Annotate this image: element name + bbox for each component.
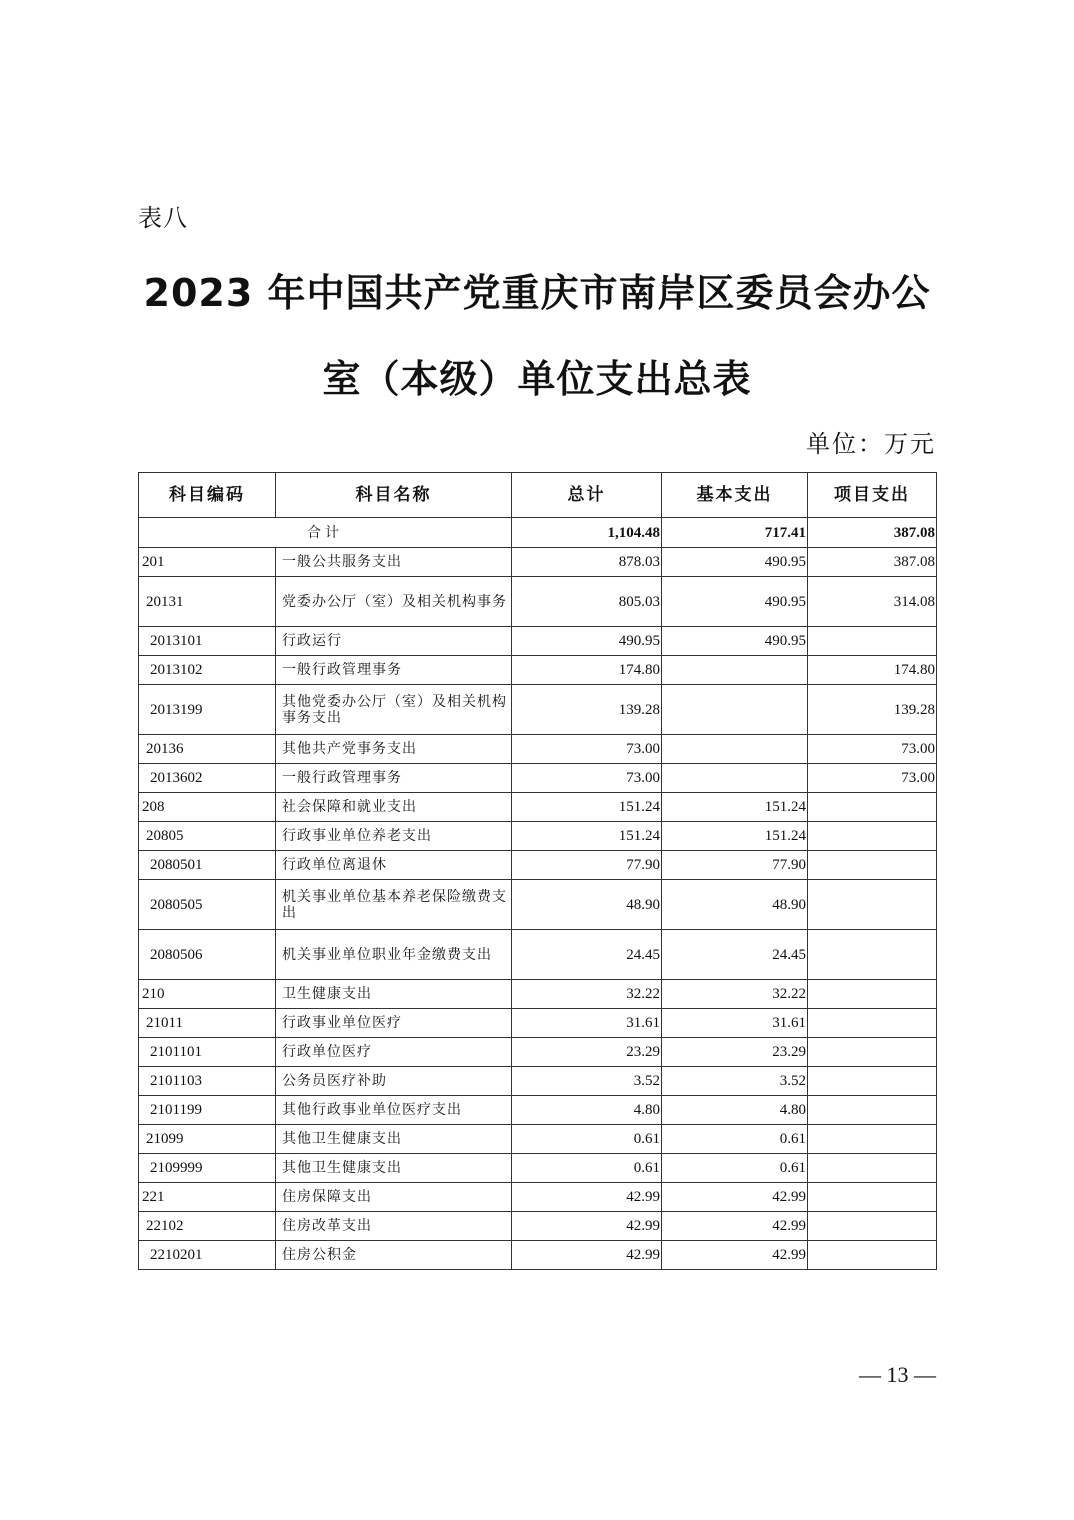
row-total: 174.80 [512, 656, 662, 685]
total-basic: 717.41 [662, 518, 808, 548]
row-basic: 4.80 [662, 1096, 808, 1125]
total-label: 合计 [139, 518, 512, 548]
row-total: 139.28 [512, 685, 662, 735]
row-project [808, 627, 937, 656]
table-row [139, 764, 937, 793]
row-code: 2101101 [139, 1038, 276, 1067]
row-total: 42.99 [512, 1183, 662, 1212]
header-row [139, 473, 937, 518]
header-total: 总计 [512, 473, 662, 518]
row-name: 社会保障和就业支出 [276, 793, 512, 822]
row-basic: 32.22 [662, 980, 808, 1009]
row-code: 208 [139, 793, 276, 822]
row-name: 机关事业单位基本养老保险缴费支出 [276, 880, 512, 930]
row-total: 151.24 [512, 793, 662, 822]
header-code: 科目编码 [139, 473, 276, 518]
expenditure-table [138, 472, 937, 1270]
table-row [139, 1212, 937, 1241]
table-body [139, 518, 937, 1270]
page-title-line2: 室（本级）单位支出总表 [322, 357, 752, 401]
header-project: 项目支出 [808, 473, 937, 518]
row-code: 210 [139, 980, 276, 1009]
table-row [139, 1183, 937, 1212]
row-project: 174.80 [808, 656, 937, 685]
row-total: 0.61 [512, 1125, 662, 1154]
table-row [139, 627, 937, 656]
row-basic [662, 764, 808, 793]
row-name: 一般行政管理事务 [276, 764, 512, 793]
row-basic: 490.95 [662, 577, 808, 627]
row-name: 住房保障支出 [276, 1183, 512, 1212]
row-code: 20805 [139, 822, 276, 851]
table-row [139, 1009, 937, 1038]
row-name: 其他卫生健康支出 [276, 1154, 512, 1183]
row-total: 73.00 [512, 735, 662, 764]
row-code: 2013101 [139, 627, 276, 656]
total-sum: 1,104.48 [512, 518, 662, 548]
row-basic: 31.61 [662, 1009, 808, 1038]
row-basic: 0.61 [662, 1125, 808, 1154]
header-name: 科目名称 [276, 473, 512, 518]
row-total: 24.45 [512, 930, 662, 980]
row-project [808, 1009, 937, 1038]
row-basic: 3.52 [662, 1067, 808, 1096]
row-basic: 24.45 [662, 930, 808, 980]
row-code: 2080501 [139, 851, 276, 880]
row-project [808, 1067, 937, 1096]
row-name: 行政事业单位养老支出 [276, 822, 512, 851]
row-code: 2080505 [139, 880, 276, 930]
table-row [139, 548, 937, 577]
row-basic: 151.24 [662, 822, 808, 851]
table-row [139, 851, 937, 880]
row-code: 2080506 [139, 930, 276, 980]
row-project [808, 793, 937, 822]
row-basic: 0.61 [662, 1154, 808, 1183]
row-code: 2109999 [139, 1154, 276, 1183]
table-row [139, 1125, 937, 1154]
table-row [139, 930, 937, 980]
row-total: 4.80 [512, 1096, 662, 1125]
table-row [139, 685, 937, 735]
row-project [808, 1096, 937, 1125]
table-row [139, 822, 937, 851]
table-row [139, 980, 937, 1009]
row-name: 卫生健康支出 [276, 980, 512, 1009]
row-code: 21011 [139, 1009, 276, 1038]
row-code: 2013102 [139, 656, 276, 685]
row-total: 73.00 [512, 764, 662, 793]
row-basic [662, 685, 808, 735]
row-basic [662, 735, 808, 764]
unit-label: 单位：万元 [806, 430, 936, 458]
row-code: 22102 [139, 1212, 276, 1241]
total-project: 387.08 [808, 518, 937, 548]
table-row [139, 880, 937, 930]
row-code: 201 [139, 548, 276, 577]
table-row [139, 577, 937, 627]
row-project [808, 980, 937, 1009]
row-name: 行政单位离退休 [276, 851, 512, 880]
row-total: 48.90 [512, 880, 662, 930]
row-project [808, 1241, 937, 1270]
row-total: 23.29 [512, 1038, 662, 1067]
row-code: 2101199 [139, 1096, 276, 1125]
row-basic: 490.95 [662, 548, 808, 577]
row-total: 32.22 [512, 980, 662, 1009]
row-code: 221 [139, 1183, 276, 1212]
row-total: 42.99 [512, 1212, 662, 1241]
row-name: 机关事业单位职业年金缴费支出 [276, 930, 512, 980]
row-project: 387.08 [808, 548, 937, 577]
table-row [139, 793, 937, 822]
row-project: 73.00 [808, 735, 937, 764]
row-name: 住房公积金 [276, 1241, 512, 1270]
row-basic: 42.99 [662, 1212, 808, 1241]
row-name: 行政运行 [276, 627, 512, 656]
header-basic: 基本支出 [662, 473, 808, 518]
row-project [808, 880, 937, 930]
row-code: 2013199 [139, 685, 276, 735]
row-project [808, 930, 937, 980]
row-basic: 42.99 [662, 1183, 808, 1212]
row-project [808, 822, 937, 851]
row-total: 805.03 [512, 577, 662, 627]
row-name: 其他卫生健康支出 [276, 1125, 512, 1154]
row-total: 31.61 [512, 1009, 662, 1038]
row-project [808, 851, 937, 880]
row-name: 其他共产党事务支出 [276, 735, 512, 764]
table-label: 表八 [138, 204, 188, 232]
row-total: 77.90 [512, 851, 662, 880]
row-name: 住房改革支出 [276, 1212, 512, 1241]
row-basic: 42.99 [662, 1241, 808, 1270]
row-name: 其他行政事业单位医疗支出 [276, 1096, 512, 1125]
row-code: 20136 [139, 735, 276, 764]
table-row [139, 1096, 937, 1125]
table-row [139, 1241, 937, 1270]
table-row [139, 735, 937, 764]
row-total: 3.52 [512, 1067, 662, 1096]
row-code: 21099 [139, 1125, 276, 1154]
row-project: 139.28 [808, 685, 937, 735]
row-basic: 490.95 [662, 627, 808, 656]
row-project: 314.08 [808, 577, 937, 627]
row-basic [662, 656, 808, 685]
table-row [139, 656, 937, 685]
row-total: 151.24 [512, 822, 662, 851]
total-row [139, 518, 937, 548]
row-basic: 48.90 [662, 880, 808, 930]
row-code: 2013602 [139, 764, 276, 793]
row-code: 20131 [139, 577, 276, 627]
row-project [808, 1125, 937, 1154]
row-basic: 23.29 [662, 1038, 808, 1067]
row-total: 0.61 [512, 1154, 662, 1183]
row-code: 2210201 [139, 1241, 276, 1270]
row-project [808, 1154, 937, 1183]
row-total: 490.95 [512, 627, 662, 656]
row-name: 行政单位医疗 [276, 1038, 512, 1067]
row-total: 878.03 [512, 548, 662, 577]
row-project: 73.00 [808, 764, 937, 793]
row-code: 2101103 [139, 1067, 276, 1096]
row-basic: 151.24 [662, 793, 808, 822]
row-name: 行政事业单位医疗 [276, 1009, 512, 1038]
page-title-line1: 2023 年中国共产党重庆市南岸区委员会办公 [143, 271, 931, 315]
row-project [808, 1183, 937, 1212]
row-name: 公务员医疗补助 [276, 1067, 512, 1096]
table-row [139, 1067, 937, 1096]
row-name: 党委办公厅（室）及相关机构事务 [276, 577, 512, 627]
row-basic: 77.90 [662, 851, 808, 880]
row-name: 其他党委办公厅（室）及相关机构事务支出 [276, 685, 512, 735]
row-name: 一般公共服务支出 [276, 548, 512, 577]
page-number: — 13 — [859, 1362, 936, 1387]
row-project [808, 1038, 937, 1067]
row-total: 42.99 [512, 1241, 662, 1270]
row-name: 一般行政管理事务 [276, 656, 512, 685]
row-project [808, 1212, 937, 1241]
table-row [139, 1038, 937, 1067]
table-row [139, 1154, 937, 1183]
